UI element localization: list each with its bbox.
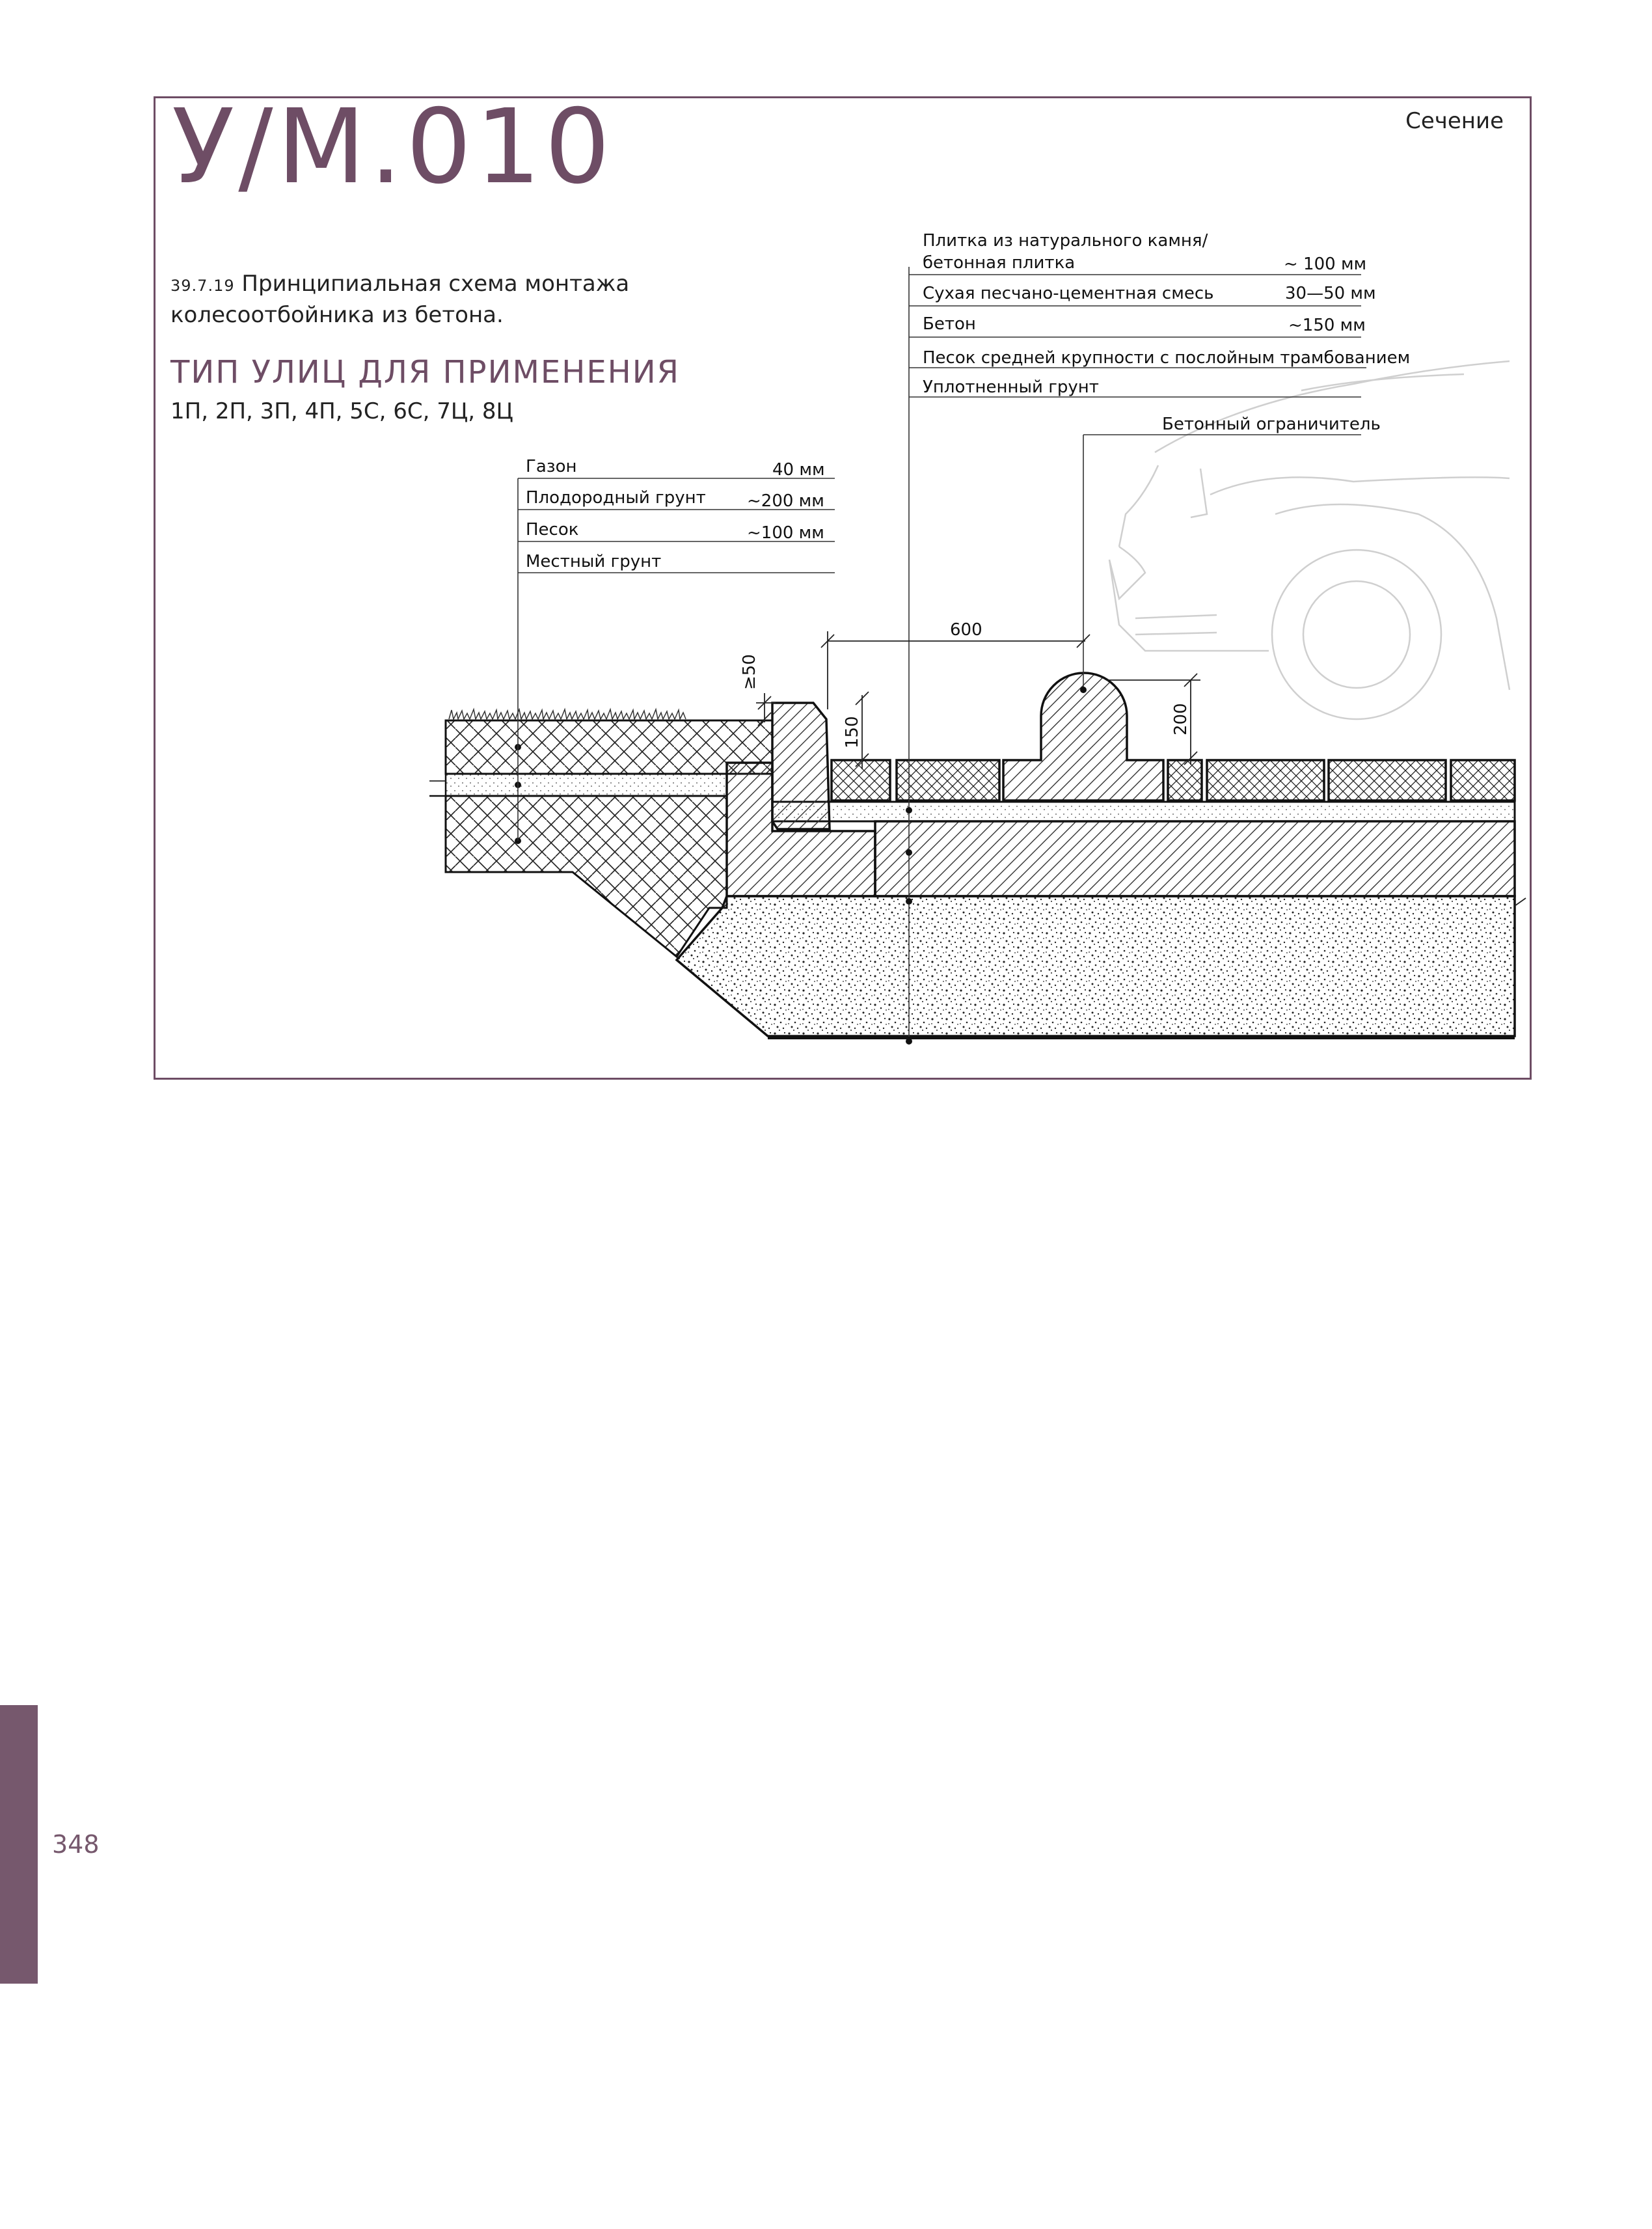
curb-label: Бетонный ограничитель — [1162, 415, 1381, 434]
lawn-layer-4-name: Местный грунт — [526, 552, 662, 571]
lawn-sand-layer — [446, 774, 727, 796]
fertile-soil-layer — [446, 720, 772, 774]
local-soil-layer — [446, 796, 727, 957]
lawn-curb-stone — [772, 703, 830, 829]
street-types-title: ТИП УЛИЦ ДЛЯ ПРИМЕНЕНИЯ — [170, 354, 681, 390]
section-side-bar — [0, 1705, 38, 1984]
lawn-layer-1-value: 40 мм — [772, 460, 825, 480]
road-layer-2-name: бетонная плитка — [923, 253, 1076, 273]
dim-curb-height: ≥50 — [740, 654, 759, 690]
description-number: 39.7.19 — [170, 277, 235, 295]
description-line-2: колесоотбойника из бетона. — [170, 301, 504, 328]
road-layer-3-name: Сухая песчано-цементная смесь — [923, 284, 1214, 303]
lawn-layer-3-name: Песок — [526, 520, 579, 540]
dry-mix-layer — [772, 802, 1515, 821]
road-layer-6-name: Уплотненный грунт — [923, 377, 1099, 397]
view-label: Сечение — [1405, 108, 1504, 134]
page-number: 348 — [52, 1830, 100, 1859]
road-layer-1-name: Плитка из натурального камня/ — [923, 231, 1208, 251]
dim-width: 600 — [950, 620, 982, 640]
street-types-list: 1П, 2П, 3П, 4П, 5С, 6С, 7Ц, 8Ц — [170, 398, 513, 424]
description-line-1: Принципиальная схема монтажа — [241, 271, 630, 297]
grass — [449, 709, 686, 719]
road-layer-3-value: 30—50 мм — [1285, 284, 1376, 303]
drawing-code: У/М.010 — [172, 87, 614, 207]
lawn-layer-3-value: ~100 мм — [747, 523, 824, 543]
road-layer-4-value: ~150 мм — [1288, 316, 1366, 335]
road-layer-2-value: ~ 100 мм — [1284, 254, 1367, 274]
lawn-layer-2-value: ~200 мм — [747, 491, 824, 511]
road-layer-5-name: Песок средней крупности с послойным трамбованием — [923, 348, 1411, 368]
road-layer-4-name: Бетон — [923, 314, 976, 334]
sand-base-layer — [677, 896, 1515, 1036]
concrete-layer — [875, 821, 1515, 896]
lawn-layer-1-name: Газон — [526, 457, 577, 476]
dim-stop-height: 200 — [1171, 703, 1191, 735]
paving-tiles — [832, 760, 1515, 800]
lawn-layer-2-name: Плодородный грунт — [526, 488, 706, 508]
dim-bed-height: 150 — [843, 716, 862, 748]
